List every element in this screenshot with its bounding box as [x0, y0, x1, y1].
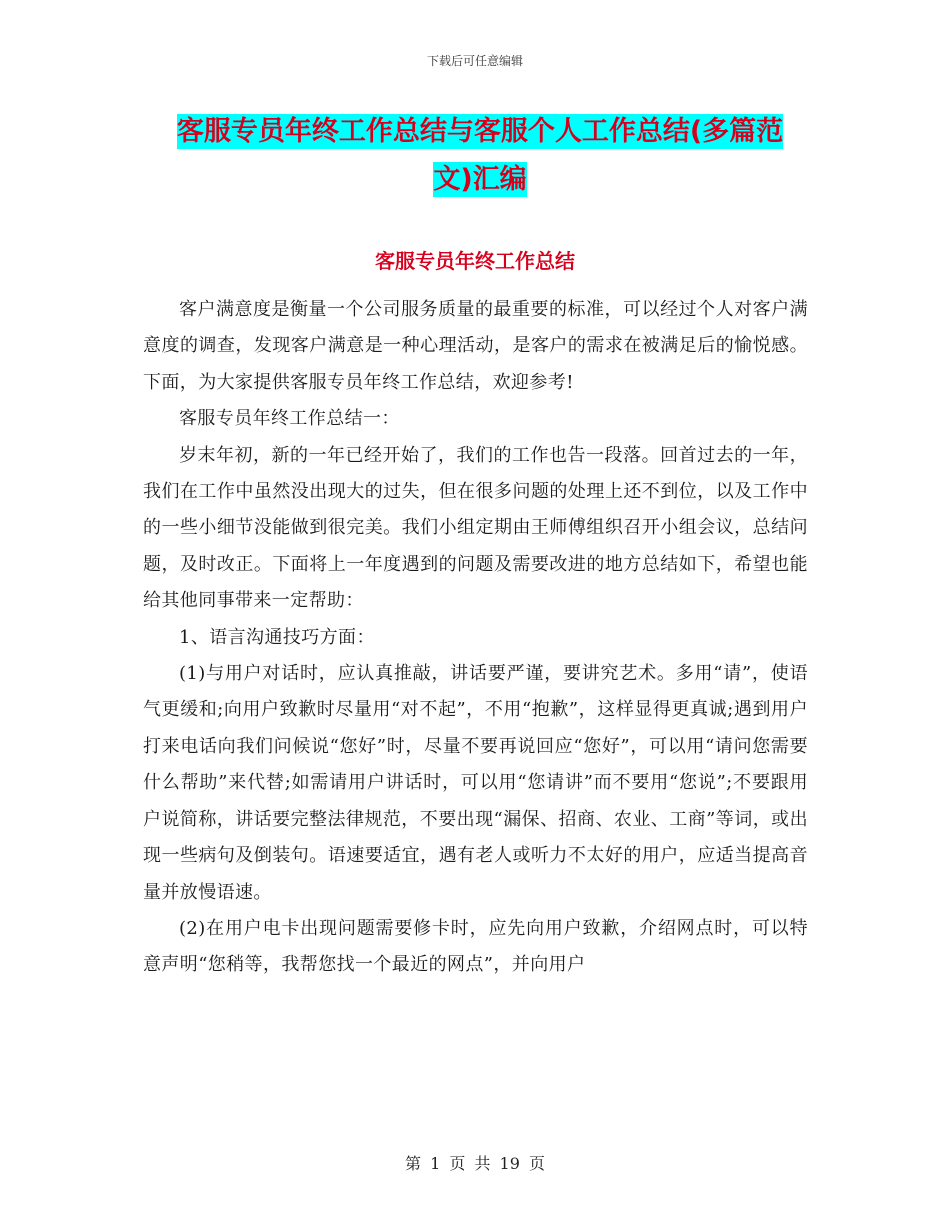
document-title-line-2: 文)汇编: [433, 164, 527, 195]
page-footer: 第 1 页 共 19 页: [405, 1154, 545, 1173]
paragraph-item-1: (1)与用户对话时，应认真推敲，讲话要严谨，要讲究艺术。多用“请”，使语气更缓和;向用户致歉时尽量用“对不起”，不用“抱歉”，这样显得更真诚;遇到用户打来电话向我们问候说“您好”时，尽量不要再说回应“您好”，可以用“请问您需要什么帮助”来代替;如需请用户讲话时，可以用“您请讲”而不要用“您说”;不要跟用户说简称，讲话要完整法律规范，不要出现“漏保、招商、农业、工商”等词，或出现一些病句及倒装句。语速要适宜，遇有老人或听力不太好的用户，应适当提高音量并放慢语速。: [143, 663, 808, 903]
paragraph-item-2: (2)在用户电卡出现问题需要修卡时，应先向用户致歉，介绍网点时，可以特意声明“您稍等，我帮您找一个最近的网点”，并向用户: [143, 917, 808, 976]
paragraph-heading-communication: 1、语言沟通技巧方面：: [179, 626, 375, 648]
header-note: 下载后可任意编辑: [426, 54, 523, 68]
document-title: [140, 108, 820, 204]
document-title-line-1: 客服专员年终工作总结与客服个人工作总结(多篇范: [176, 116, 784, 147]
paragraph-year-review: 岁末年初，新的一年已经开始了，我们的工作也告一段落。回首过去的一年，我们在工作中虽然没出现大的过失，但在很多问题的处理上还不到位，以及工作中的一些小细节没能做到很完美。我们小组定期由王师傅组织召开小组会议，总结问题，及时改正。下面将上一年度遇到的问题及需要改进的地方总结如下，希望也能给其他同事带来一定帮助：: [143, 444, 808, 612]
section-title: 客服专员年终工作总结: [375, 249, 575, 273]
paragraph-intro: 客户满意度是衡量一个公司服务质量的最重要的标准，可以经过个人对客户满意度的调查，发现客户满意是一种心理活动，是客户的需求在被满足后的愉悦感。下面，为大家提供客服专员年终工作总结，欢迎参考!: [143, 299, 808, 393]
paragraph-heading-summary-one: 客服专员年终工作总结一：: [179, 408, 400, 430]
document-body: [143, 292, 808, 984]
